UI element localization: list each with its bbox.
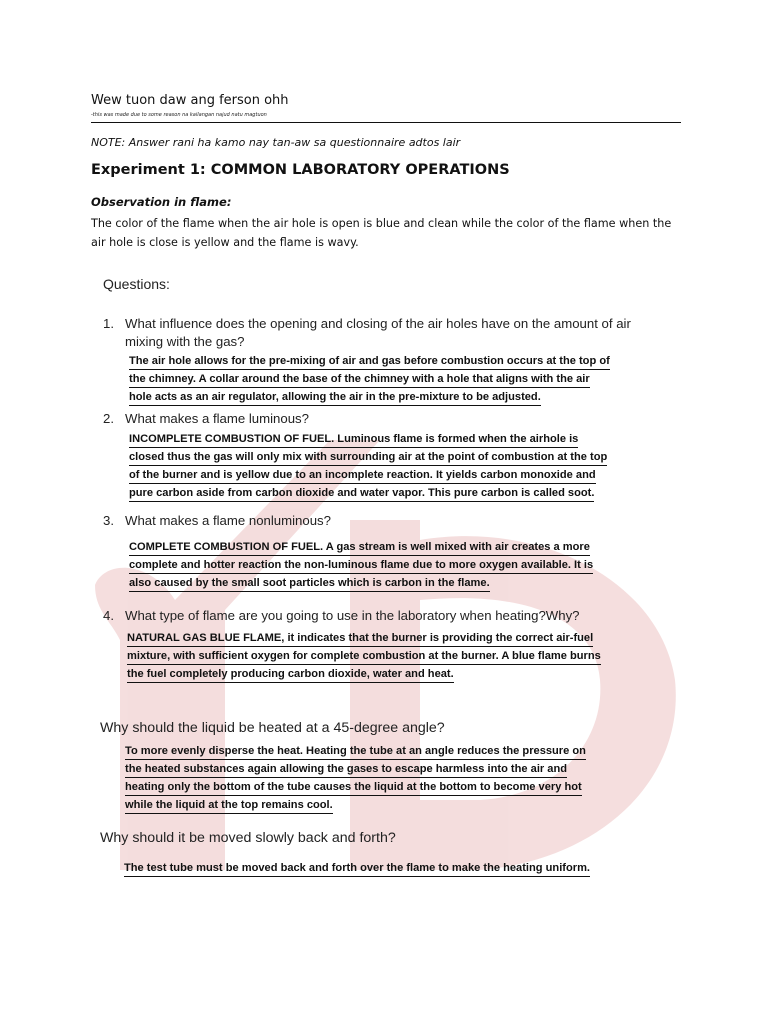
answer-line: closed thus the gas will only mix with surrounding air at the point of combustion at the top bbox=[129, 448, 607, 466]
observation-heading: Observation in flame: bbox=[91, 195, 232, 209]
extra-answer-move-back-forth bbox=[124, 859, 590, 877]
extra-answer-heating-angle bbox=[125, 742, 586, 814]
answer-2 bbox=[129, 430, 607, 502]
answer-line: heating only the bottom of the tube causes the liquid at the bottom to become very hot bbox=[125, 778, 582, 796]
question-line: What makes a flame nonluminous? bbox=[125, 513, 331, 528]
question-number: 4. bbox=[103, 608, 114, 623]
answer-line: also caused by the small soot particles which is carbon in the flame. bbox=[129, 574, 490, 592]
answer-line: pure carbon aside from carbon dioxide and water vapor. This pure carbon is called soot. bbox=[129, 484, 594, 502]
question-line: What influence does the opening and closing of the air holes have on the amount of air bbox=[125, 316, 631, 331]
answer-line: The air hole allows for the pre-mixing of air and gas before combustion occurs at the top of bbox=[129, 352, 610, 370]
answer-1 bbox=[129, 352, 610, 406]
question-line: mixing with the gas? bbox=[125, 334, 245, 349]
question-text bbox=[125, 410, 309, 428]
answer-line: NATURAL GAS BLUE FLAME, it indicates that the burner is providing the correct air-fuel bbox=[127, 629, 593, 647]
extra-question-heating-angle: Why should the liquid be heated at a 45-degree angle? bbox=[100, 720, 445, 736]
answer-line: COMPLETE COMBUSTION OF FUEL. A gas stream is well mixed with air creates a more bbox=[129, 538, 590, 556]
header-subtitle: -this was made due to some reason na kailangan najud natu magtuon bbox=[91, 112, 267, 118]
question-number: 1. bbox=[103, 316, 114, 331]
observation-line: air hole is close is yellow and the flame is wavy. bbox=[91, 236, 359, 249]
question-text bbox=[125, 607, 580, 625]
answer-line: To more evenly disperse the heat. Heating the tube at an angle reduces the pressure on bbox=[125, 742, 586, 760]
header-divider bbox=[91, 122, 681, 123]
observation-line: The color of the flame when the air hole is open is blue and clean while the color of the flame when the bbox=[91, 217, 672, 230]
answer-4 bbox=[127, 629, 601, 683]
question-number: 3. bbox=[103, 513, 114, 528]
answer-line: hole acts as an air regulator, allowing the air in the pre-mixture to be adjusted. bbox=[129, 388, 541, 406]
answer-line: The test tube must be moved back and forth over the flame to make the heating uniform. bbox=[124, 859, 590, 877]
question-text bbox=[125, 315, 631, 351]
answer-line: of the burner and is yellow due to an incomplete reaction. It yields carbon monoxide and bbox=[129, 466, 596, 484]
answer-line: complete and hotter reaction the non-luminous flame due to more oxygen available. It is bbox=[129, 556, 593, 574]
answer-line: the chimney. A collar around the base of the chimney with a hole that aligns with the air bbox=[129, 370, 590, 388]
question-number: 2. bbox=[103, 411, 114, 426]
questions-heading: Questions: bbox=[103, 276, 170, 292]
answer-line: the fuel completely producing carbon dioxide, water and heat. bbox=[127, 665, 454, 683]
header-title: Wew tuon daw ang ferson ohh bbox=[91, 93, 289, 108]
question-line: What makes a flame luminous? bbox=[125, 411, 309, 426]
answer-line: while the liquid at the top remains cool. bbox=[125, 796, 333, 814]
answer-line: mixture, with sufficient oxygen for complete combustion at the burner. A blue flame burns bbox=[127, 647, 601, 665]
answer-line: INCOMPLETE COMBUSTION OF FUEL. Luminous flame is formed when the airhole is bbox=[129, 430, 578, 448]
question-line: What type of flame are you going to use in the laboratory when heating?Why? bbox=[125, 608, 580, 623]
observation-body bbox=[91, 214, 681, 252]
question-text bbox=[125, 512, 331, 530]
extra-question-move-back-forth: Why should it be moved slowly back and forth? bbox=[100, 830, 396, 846]
experiment-title: Experiment 1: COMMON LABORATORY OPERATIONS bbox=[91, 162, 510, 178]
answer-line: the heated substances again allowing the gases to escape harmless into the air and bbox=[125, 760, 567, 778]
answer-3 bbox=[129, 538, 593, 592]
note-text: NOTE: Answer rani ha kamo nay tan-aw sa questionnaire adtos lair bbox=[91, 136, 461, 149]
